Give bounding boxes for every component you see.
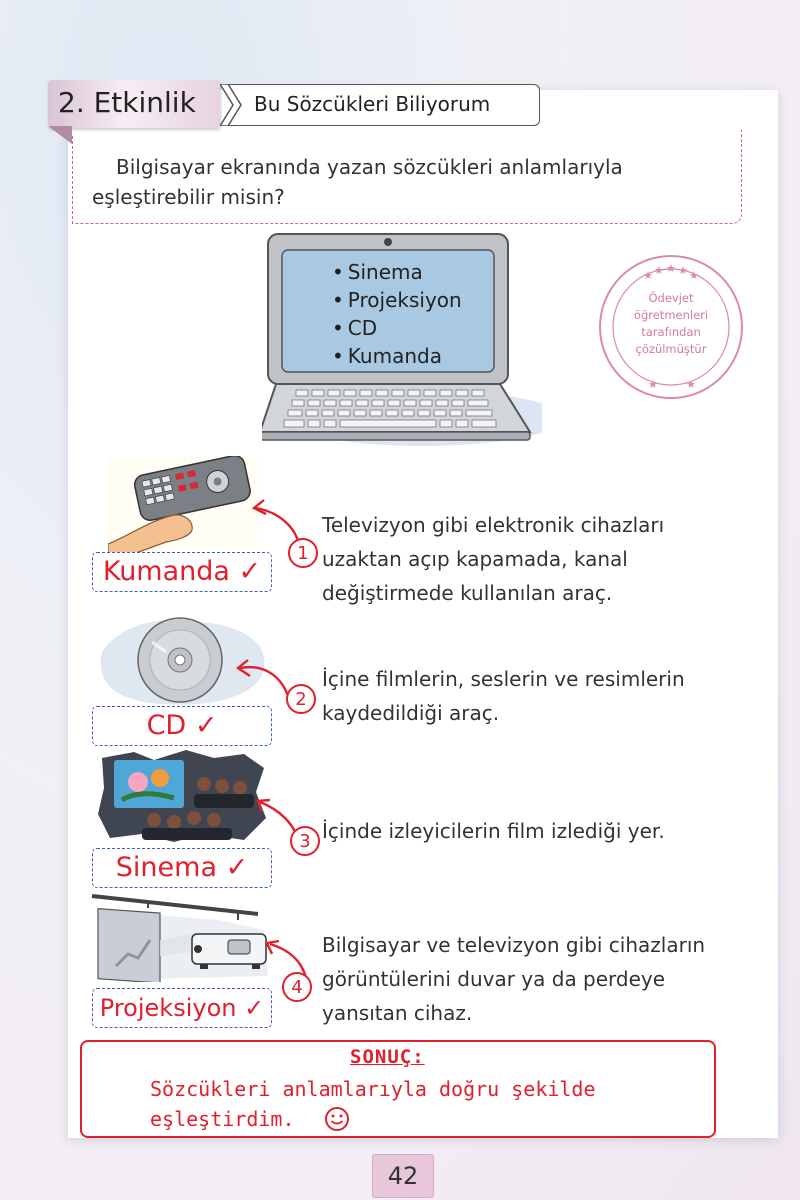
- answer-box: [92, 988, 272, 1028]
- projector-icon: [88, 890, 278, 982]
- svg-text:★: ★: [686, 378, 696, 391]
- definition-text: İçine filmlerin, seslerin ve resimlerin kaydedildiği araç.: [322, 667, 685, 725]
- check-mark-icon: ✓: [244, 994, 265, 1022]
- screen-word: • Sinema: [332, 258, 462, 286]
- svg-text:★: ★: [648, 378, 658, 391]
- result-text: Sözcükleri anlamlarıyla doğru şekilde eşleştirdim.: [150, 1077, 596, 1131]
- smiley-icon: [324, 1106, 350, 1132]
- arrow-icon: [234, 656, 294, 706]
- stamp-line: çözülmüştür: [635, 342, 707, 356]
- screen-word-list: [332, 258, 462, 370]
- answer-text: CD: [146, 710, 187, 741]
- item-number-badge: 2: [286, 684, 316, 714]
- answer-box: [92, 552, 272, 592]
- result-title: SONUÇ:: [350, 1046, 425, 1068]
- check-mark-icon: ✓: [238, 556, 262, 587]
- item-number-badge: 3: [290, 826, 320, 856]
- answer-box: [92, 706, 272, 746]
- screen-word: • CD: [332, 314, 462, 342]
- title-arrow-icon: [220, 84, 242, 126]
- page-number: 42: [372, 1154, 434, 1198]
- stamp-line: Ödevjet: [648, 291, 694, 305]
- activity-label: 2. Etkinlik: [58, 86, 196, 119]
- instruction-text: Bilgisayar ekranında yazan sözcükleri anlamlarıyla eşleştirebilir misin?: [92, 155, 623, 209]
- svg-text:★: ★: [654, 264, 664, 277]
- item-number-badge: 1: [288, 538, 318, 568]
- check-mark-icon: ✓: [225, 852, 249, 883]
- cinema-hall-icon: [94, 748, 270, 844]
- svg-text:★: ★: [666, 262, 676, 275]
- page-title: Bu Sözcükleri Biliyorum: [254, 92, 491, 116]
- definition-text: Televizyon gibi elektronik cihazları uzaktan açıp kapamada, kanal değiştirmede kullanılan araç.: [322, 513, 665, 605]
- svg-text:★: ★: [678, 264, 688, 277]
- answer-text: Projeksiyon: [99, 994, 237, 1022]
- stamp-line: tarafından: [641, 325, 701, 339]
- item-number-badge: 4: [282, 972, 312, 1002]
- screen-word: • Projeksiyon: [332, 286, 462, 314]
- answer-box: [92, 848, 272, 888]
- check-mark-icon: ✓: [194, 710, 218, 741]
- stamp-line: öğretmenleri: [633, 308, 709, 322]
- answer-text: Sinema: [115, 852, 217, 883]
- screen-word: • Kumanda: [332, 342, 462, 370]
- instruction-frame-left: [72, 136, 74, 224]
- svg-text:★: ★: [689, 269, 699, 282]
- answer-text: Kumanda: [102, 556, 230, 587]
- svg-text:★: ★: [643, 269, 653, 282]
- definition-text: İçinde izleyicilerin film izlediği yer.: [322, 819, 665, 843]
- definition-text: Bilgisayar ve televizyon gibi cihazların görüntülerini duvar ya da perdeye yansıtan cihaz.: [322, 933, 706, 1025]
- remote-control-icon: [108, 456, 258, 556]
- stamp-text: [612, 290, 730, 358]
